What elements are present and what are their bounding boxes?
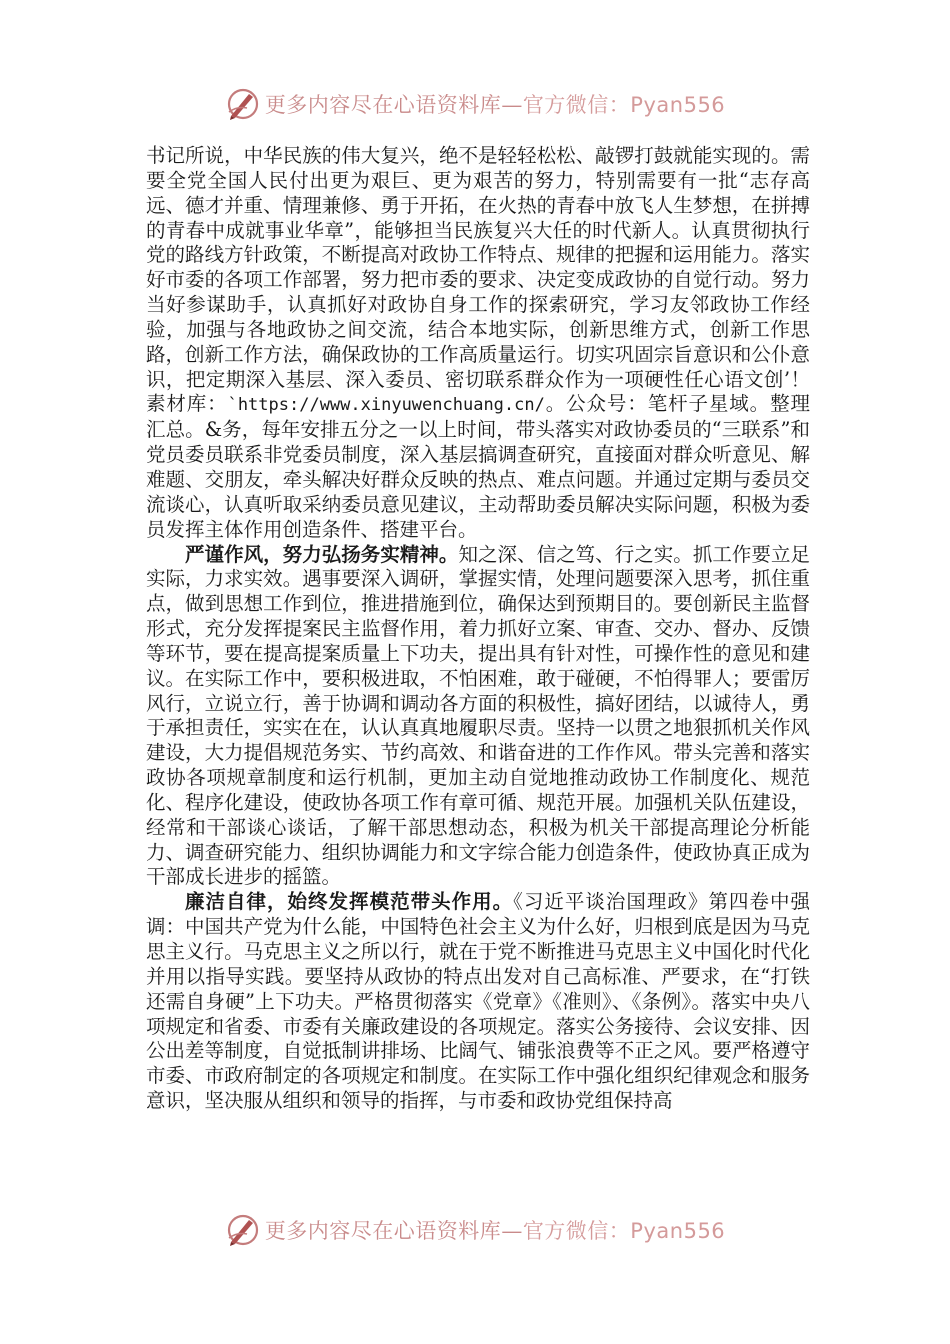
header-site-name: 更多内容尽在心语资料库 — [264, 93, 502, 117]
header-wechat: 官方微信：Pyan556 — [522, 93, 726, 117]
paragraph-1-text-a: 书记所说，中华民族的伟大复兴，绝不是轻轻松松、敲锣打鼓就能实现的。需要全党全国人民付出更为艰巨、更为艰苦的努力，特别需要有一批“志存高远、德才并重、情理兼修、勇于开拓，在火热的青春中放飞人生梦想，在拼搏的青春中成就事业华章”，能够担当民族复兴大任的时代新人。认真贯彻执行党的路线方针政策，不断提高对政协工作特点、规律的把握和运用能力。落实好市委的各项工作部署，努力把市委的要求、决定变成政协的自觉行动。努力当好参谋助手，认真抓好对政协自身工作的探索研究，学习友邻政协工作经验，加强与各地政协之间交流，结合本地实际，创新思维方式，创新工作思路，创新工作方法，确保政协的工作高质量运行。切实巩固宗旨意识和公仆意识，把定期深入基层、深入委员、密切联系群众作为一项硬性任心语文创’！素材库： — [146, 144, 810, 416]
paragraph-3-heading: 廉洁自律，始终发挥模范带头作用。 — [185, 890, 514, 914]
header-banner-text — [265, 89, 725, 119]
footer-site-name: 更多内容尽在心语资料库 — [264, 1219, 502, 1243]
footer-banner — [0, 1208, 950, 1252]
pen-logo-icon — [225, 1212, 261, 1248]
pen-logo-icon — [225, 86, 261, 122]
paragraph-2-text: 知之深、信之笃、行之实。抓工作要立足实际，力求实效。遇事要深入调研，掌握实情，处理问题要深入思考，抓住重点，做到思想工作到位，推进措施到位，确保达到预期目的。要创新民主监督形式，充分发挥提案民主监督作用，着力抓好立案、审查、交办、督办、反馈等环节，要在提高提案质量上下功夫，提出具有针对性，可操作性的意见和建议。在实际工作中，要积极进取，不怕困难，敢于碰硬，不怕得罪人；要雷厉风行，立说立行，善于协调和调动各方面的积极性，搞好团结，以诚待人，勇于承担责任，实实在在，认认真真地履职尽责。坚持一以贯之地狠抓机关作风建设，大力提倡规范务实、节约高效、和谐奋进的工作作风。带头完善和落实政协各项规章制度和运行机制，更加主动自觉地推动政协工作制度化、规范化、程序化建设，使政协各项工作有章可循、规范开展。加强机关队伍建设，经常和干部谈心谈话，了解干部思想动态，积极为机关干部提高理论分析能力、调查研究能力、组织协调能力和文字综合能力创造条件，使政协真正成为干部成长进步的摇篮。 — [146, 542, 810, 889]
header-banner — [0, 82, 950, 126]
footer-wechat: 官方微信：Pyan556 — [522, 1219, 726, 1243]
paragraph-1-text-b: 。公众号：笔杆子星域。整理汇总。&务，每年安排五分之一以上时间，带头落实对政协委员的“三联系”和党员委员联系非党委员制度，深入基层搞调查研究，直接面对群众听意见、解难题、交朋友，牵头解决好群众反映的热点、难点问题。并通过定期与委员交流谈心，认真听取采纳委员意见建议，主动帮助委员解决实际问题，积极为委员发挥主体作用创造条件、搭建平台。 — [146, 392, 810, 541]
paragraph-3-text: 《习近平谈治国理政》第四卷中强调：中国共产党为什么能，中国特色社会主义为什么好，归根到底是因为马克思主义行。马克思主义之所以行，就在于党不断推进马克思主义中国化时代化并用以指导实践。要坚持从政协的特点出发对自己高标准、严要求，在“打铁还需自身硬”上下功夫。严格贯彻落实《党章》《准则》、《条例》。落实中央八项规定和省委、市委有关廉政建设的各项规定。落实公务接待、会议安排、因公出差等制度，自觉抵制讲排场、比阔气、铺张浪费等不正之风。要严格遵守市委、市政府制定的各项规定和制度。在实际工作中强化组织纪律观念和服务意识，坚决服从组织和领导的指挥，与市委和政协党组保持高 — [146, 890, 810, 1113]
paragraph-2-heading: 严谨作风，努力弘扬务实精神。 — [185, 542, 459, 566]
footer-separator: — — [501, 1219, 523, 1243]
document-body — [146, 144, 810, 1114]
paragraph-3 — [146, 890, 810, 1114]
header-separator: — — [501, 93, 523, 117]
source-url: `https://www.xinyuwenchuang.cn/ — [227, 395, 545, 416]
paragraph-1 — [146, 144, 810, 543]
footer-banner-text — [265, 1215, 725, 1245]
paragraph-2 — [146, 543, 810, 891]
